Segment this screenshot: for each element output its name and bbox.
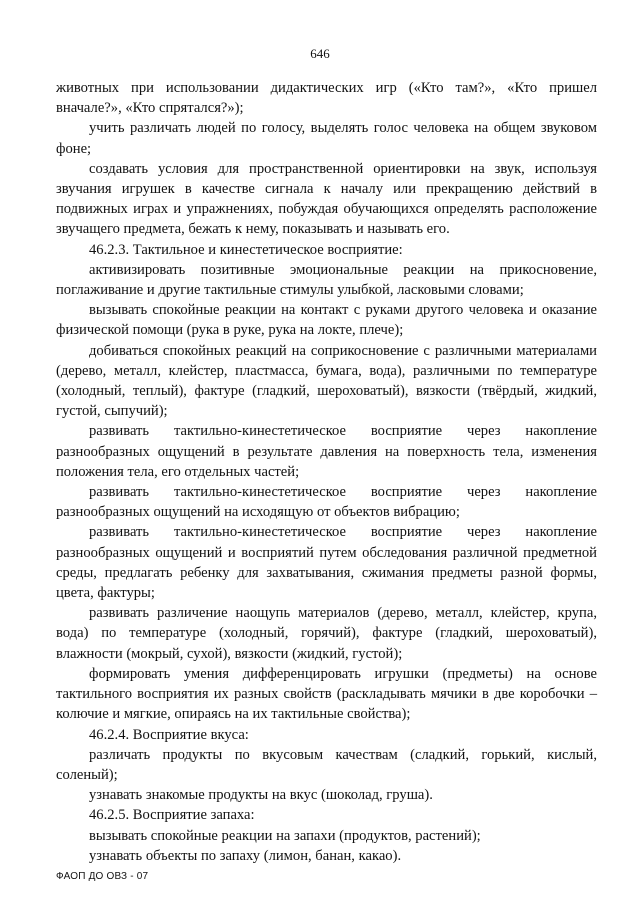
- paragraph: создавать условия для пространственной ориентировки на звук, используя звучания игрушек в качестве сигнала к началу или прекращению действий в подвижных играх и упражнениях, побуждая обучающихся определять расположение звучащего предмета, бежать к нему, показывать и называть его.: [56, 160, 597, 238]
- paragraph: формировать умения дифференцировать игрушки (предметы) на основе тактильного восприятия их разных свойств (раскладывать мячики в две коробочки – колючие и мягкие, опираясь на их тактильные свойства);: [56, 665, 597, 723]
- section-heading: 46.2.3. Тактильное и кинестетическое восприятие:: [89, 241, 403, 258]
- section-heading: 46.2.5. Восприятие запаха:: [89, 807, 255, 824]
- paragraph: развивать различение наощупь материалов (дерево, металл, клейстер, крупа, вода) по температуре (холодный, горячий), фактуре (гладкий, шероховатый), влажности (мокрый, сухой), вязкости (жидкий, густой);: [56, 605, 597, 662]
- paragraph: развивать тактильно-кинестетическое восприятие через накопление разнообразных ощущений на исходящую от объектов вибрацию;: [56, 484, 597, 521]
- paragraph: развивать тактильно-кинестетическое восприятие через накопление разнообразных ощущений и восприятий путем обследования различной предметной среды, предлагать ребенку для захватывания, сжимания предметы разной формы, цвета, фактуры;: [56, 524, 597, 602]
- paragraph: животных при использовании дидактических игр («Кто там?», «Кто пришел вначале?», «Кто спрятался?»);: [56, 80, 597, 117]
- footer-code: ФАОП ДО ОВЗ - 07: [56, 871, 149, 882]
- paragraph: вызывать спокойные реакции на запахи (продуктов, растений);: [89, 827, 481, 844]
- paragraph: узнавать знакомые продукты на вкус (шоколад, груша).: [89, 787, 433, 804]
- paragraph: учить различать людей по голосу, выделять голос человека на общем звуковом фоне;: [56, 120, 597, 157]
- document-body: [56, 78, 597, 866]
- paragraph: различать продукты по вкусовым качествам (сладкий, горький, кислый, соленый);: [56, 746, 597, 783]
- section-heading: 46.2.4. Восприятие вкуса:: [89, 726, 249, 743]
- paragraph: добиваться спокойных реакций на соприкосновение с различными материалами (дерево, металл, клейстер, пластмасса, бумага, вода), различными по температуре (холодный, теплый), фактуре (гладкий, шероховатый), вязкости (твёрдый, жидкий, густой, сыпучий);: [56, 342, 597, 420]
- paragraph: вызывать спокойные реакции на контакт с руками другого человека и оказание физической помощи (рука в руке, рука на локте, плече);: [56, 302, 597, 339]
- paragraph: активизировать позитивные эмоциональные реакции на прикосновение, поглаживание и другие тактильные стимулы улыбкой, ласковыми словами;: [56, 261, 597, 299]
- paragraph: развивать тактильно-кинестетическое восприятие через накопление разнообразных ощущений в результате давления на поверхность тела, изменения положения тела, его отдельных частей;: [56, 423, 597, 480]
- paragraph: узнавать объекты по запаху (лимон, банан, какао).: [89, 847, 402, 864]
- page-number: 646: [310, 46, 330, 61]
